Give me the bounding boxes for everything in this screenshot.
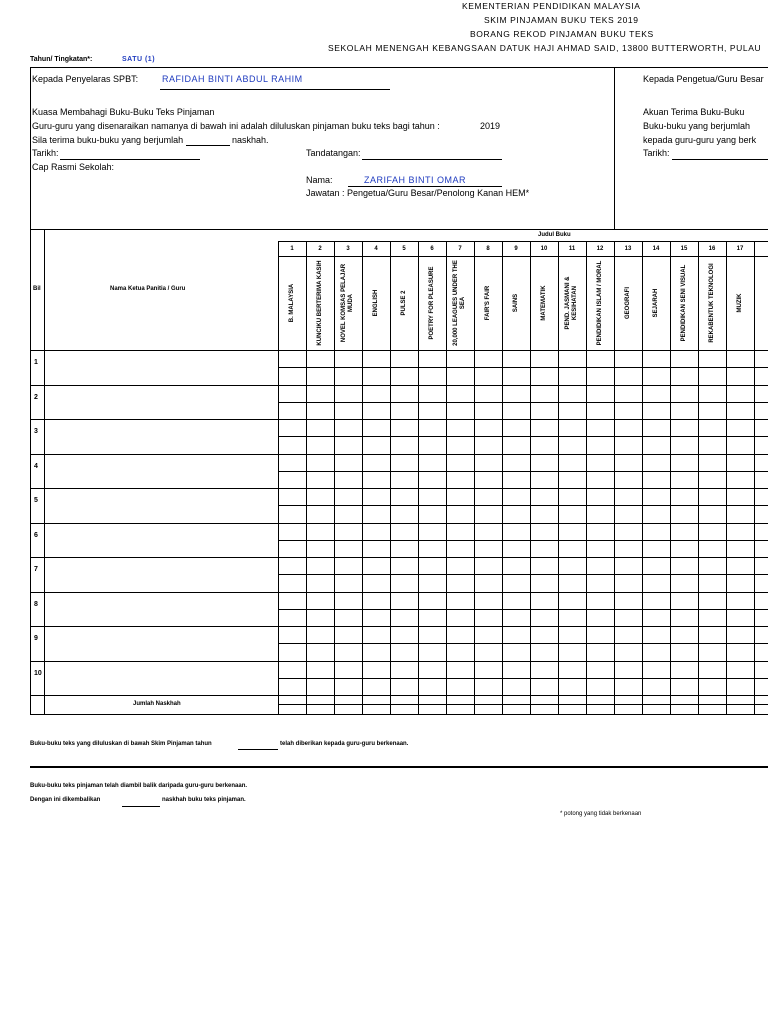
subject-header: B. MALAYSIA (288, 283, 295, 323)
row-number: 6 (34, 531, 38, 539)
nama-label: Nama: (306, 175, 333, 185)
row-number: 9 (34, 635, 38, 643)
row-sub-divider (278, 436, 768, 437)
top-box-border-top (30, 67, 768, 68)
nama-header: Nama Ketua Panitia / Guru (110, 286, 186, 292)
teacher-name-cell[interactable] (45, 489, 277, 522)
penyelaras-underline (160, 89, 390, 90)
row-number: 1 (34, 359, 38, 367)
header-ministry: KEMENTERIAN PENDIDIKAN MALAYSIA (462, 1, 641, 11)
footer-line3a: Dengan ini dikembalikan (30, 797, 101, 803)
right-tarikh-label: Tarikh: (643, 148, 670, 158)
kepada-penyelaras-label: Kepada Penyelaras SPBT: (32, 74, 139, 84)
header-scheme: SKIM PINJAMAN BUKU TEKS 2019 (484, 15, 639, 25)
subject-header: SEJARAH (652, 288, 659, 318)
header-school: SEKOLAH MENENGAH KEBANGSAAN DATUK HAJI AHMAD SAID, 13800 BUTTERWORTH, PULAU (328, 43, 762, 53)
row-number: 8 (34, 600, 38, 608)
naskhah-text: naskhah. (232, 135, 269, 145)
row-number: 7 (34, 566, 38, 574)
row-sub-divider (278, 471, 768, 472)
tahun-value[interactable]: SATU (1) (122, 56, 156, 63)
guru-text: Guru-guru yang disenaraikan namanya di bawah ini adalah diluluskan pinjaman buku teks bagi tahun : (32, 121, 440, 131)
table-left-border (30, 229, 31, 714)
teacher-name-cell[interactable] (45, 593, 277, 626)
row-sub-divider (278, 505, 768, 506)
footer-year-blank[interactable] (238, 749, 278, 750)
jumlah-sub-divider (278, 704, 768, 705)
column-number: 9 (514, 246, 518, 252)
kepada-pengetua-text: Kepada Pengetua/Guru Besar (643, 74, 764, 84)
subject-header: POETRY FOR PLEASURE (428, 266, 435, 340)
jumlah-naskhah-label: Jumlah Naskhah (133, 701, 181, 707)
footer-line3b: naskhah buku teks pinjaman. (162, 797, 246, 803)
subject-header: MATEMATIK (540, 285, 547, 321)
subject-header: FAIR'S FAIR (484, 285, 491, 321)
subject-header: NOVEL KOMSAS PELAJAR MUDA (341, 263, 354, 343)
footer-line2: Buku-buku teks pinjaman telah diambil balik daripada guru-guru berkenaan. (30, 783, 248, 789)
colnum-underline (278, 256, 768, 257)
column-number: 5 (402, 246, 406, 252)
bil-header: Bil (33, 286, 41, 292)
teacher-name-cell[interactable] (45, 420, 277, 453)
row-divider (30, 695, 768, 696)
subject-header: ENGLISH (372, 289, 379, 317)
column-number: 1 (290, 246, 294, 252)
subject-header: PULSE 2 (400, 290, 407, 316)
row-sub-divider (278, 574, 768, 575)
column-number: 15 (680, 246, 688, 252)
row-number: 5 (34, 497, 38, 505)
teacher-name-cell[interactable] (45, 558, 277, 591)
subject-header: PENDIDIKAN ISLAM / MORAL (596, 260, 603, 346)
row-number: 2 (34, 393, 38, 401)
row-number: 3 (34, 428, 38, 436)
column-number: 13 (624, 246, 632, 252)
subject-header: SAINS (512, 293, 519, 313)
kuasa-text: Kuasa Membahagi Buku-Buku Teks Pinjaman (32, 107, 215, 117)
column-number: 3 (346, 246, 350, 252)
column-number: 14 (652, 246, 660, 252)
subject-header: PEND. JASMANI & KESIHATAN (565, 276, 578, 330)
teacher-name-cell[interactable] (45, 386, 277, 419)
footer-line1a: Buku-buku teks yang diluluskan di bawah Skim Pinjaman tahun (30, 741, 212, 747)
table-top-border (30, 229, 768, 230)
tarikh-blank[interactable] (60, 159, 200, 160)
teacher-name-cell[interactable] (45, 351, 277, 384)
tandatangan-blank[interactable] (362, 159, 502, 160)
row-sub-divider (278, 678, 768, 679)
table-bottom-border (30, 714, 768, 715)
judul-underline (278, 241, 768, 242)
footer-line1b: telah diberikan kepada guru-guru berkenaan. (280, 741, 409, 747)
column-number: 6 (430, 246, 434, 252)
row-number: 4 (34, 462, 38, 470)
row-sub-divider (278, 540, 768, 541)
subject-header: REKABENTUK TEKNOLOGI (708, 263, 715, 343)
buku-berjumlah-text: Buku-buku yang berjumlah (643, 121, 751, 131)
tandatangan-label: Tandatangan: (306, 148, 361, 158)
column-number: 8 (486, 246, 490, 252)
subject-header: KUNCIKU BERTERIMA KASIH (316, 260, 323, 346)
footer-naskhah-blank[interactable] (122, 806, 160, 807)
column-number: 12 (596, 246, 604, 252)
kepada-penyelaras-value[interactable]: RAFIDAH BINTI ABDUL RAHIM (162, 74, 303, 84)
right-tarikh-blank[interactable] (672, 159, 768, 160)
naskhah-blank[interactable] (186, 145, 230, 146)
tarikh-label: Tarikh: (32, 148, 59, 158)
teacher-name-cell[interactable] (45, 627, 277, 660)
footer-note: * potong yang tidak berkenaan (560, 811, 642, 817)
column-number: 16 (708, 246, 716, 252)
row-number: 10 (34, 669, 42, 677)
top-box-divider (614, 67, 615, 229)
cap-label: Cap Rasmi Sekolah: (32, 162, 115, 172)
column-number: 10 (540, 246, 548, 252)
teacher-name-cell[interactable] (45, 662, 277, 695)
jawatan-text: Jawatan : Pengetua/Guru Besar/Penolong Kanan HEM* (306, 188, 530, 198)
column-number: 11 (568, 246, 576, 252)
tahun-label: Tahun/ Tingkatan*: (30, 56, 93, 63)
year-value[interactable]: 2019 (480, 121, 501, 131)
subject-header: 20,000 LEAGUES UNDER THE SEA (453, 260, 466, 346)
top-box-border-left (30, 67, 31, 229)
sila-text: Sila terima buku-buku yang berjumlah (32, 135, 184, 145)
column-number: 7 (458, 246, 462, 252)
nama-underline (348, 186, 502, 187)
teacher-name-cell[interactable] (45, 524, 277, 557)
subject-header: PENDIDIKAN SENI VISUAL (680, 264, 687, 342)
column-number: 2 (318, 246, 322, 252)
subject-header: MUZIK (736, 293, 743, 313)
nama-value[interactable]: ZARIFAH BINTI OMAR (364, 175, 467, 185)
footer-divider (30, 766, 768, 768)
teacher-name-cell[interactable] (45, 455, 277, 488)
row-sub-divider (278, 609, 768, 610)
row-sub-divider (278, 402, 768, 403)
column-number: 17 (736, 246, 744, 252)
kepada-guru-text: kepada guru-guru yang berk (643, 135, 757, 145)
akuan-text: Akuan Terima Buku-Buku (643, 107, 745, 117)
column-number: 4 (374, 246, 378, 252)
row-sub-divider (278, 367, 768, 368)
header-form-title: BORANG REKOD PINJAMAN BUKU TEKS (470, 29, 654, 39)
subject-header: GEOGRAFI (624, 287, 631, 320)
judul-buku-header: Judul Buku (538, 232, 571, 238)
row-sub-divider (278, 643, 768, 644)
